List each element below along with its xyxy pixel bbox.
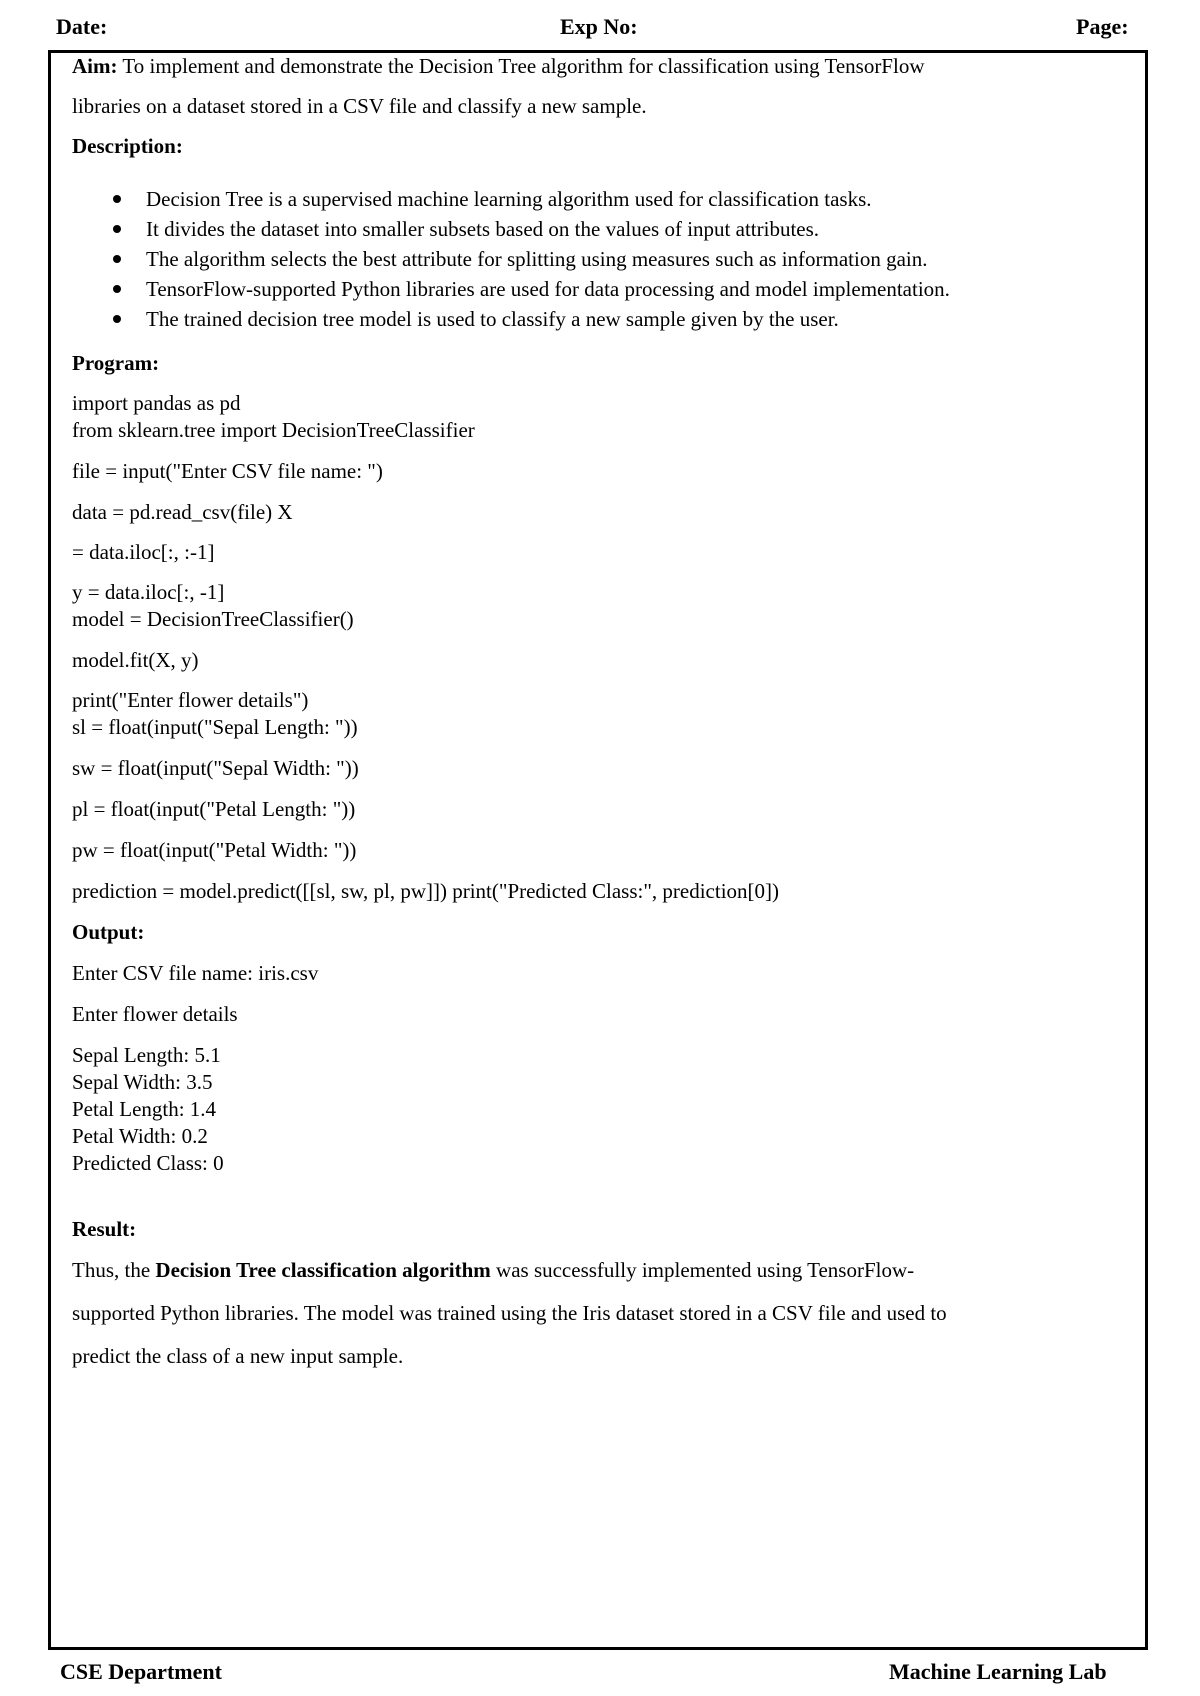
aim-line-1 [72, 54, 925, 79]
code-line: = data.iloc[:, :-1] [72, 540, 215, 564]
program-heading: Program: [72, 351, 160, 375]
code-line: pw = float(input("Petal Width: ")) [72, 838, 357, 862]
output-line: Enter flower details [72, 1002, 238, 1026]
output-heading: Output: [72, 920, 145, 944]
code-line: y = data.iloc[:, -1] [72, 580, 225, 604]
result-line-3: predict the class of a new input sample. [72, 1344, 404, 1368]
aim-text-2: libraries on a dataset stored in a CSV file and classify a new sample. [72, 94, 647, 118]
bullet-icon [113, 285, 121, 293]
footer-lab-name: Machine Learning Lab [889, 1659, 1107, 1684]
output-line: Sepal Width: 3.5 [72, 1070, 213, 1094]
code-line: data = pd.read_csv(file) X [72, 500, 293, 524]
exp-no-label: Exp No: [560, 14, 638, 39]
code-line: sl = float(input("Sepal Length: ")) [72, 715, 358, 739]
description-list [72, 184, 950, 334]
description-item: It divides the dataset into smaller subsets based on the values of input attributes. [72, 214, 950, 244]
bullet-icon [113, 225, 121, 233]
code-line: sw = float(input("Sepal Width: ")) [72, 756, 359, 780]
bullet-icon [113, 255, 121, 263]
output-line: Predicted Class: 0 [72, 1151, 224, 1175]
footer-department: CSE Department [60, 1659, 222, 1684]
result-line-2: supported Python libraries. The model was trained using the Iris dataset stored in a CSV file and used to [72, 1301, 947, 1325]
description-item: TensorFlow-supported Python libraries are used for data processing and model implementation. [72, 274, 950, 304]
output-line: Sepal Length: 5.1 [72, 1043, 221, 1067]
code-line: print("Enter flower details") [72, 688, 309, 712]
description-heading: Description: [72, 134, 183, 158]
output-line: Petal Width: 0.2 [72, 1124, 208, 1148]
description-item: Decision Tree is a supervised machine learning algorithm used for classification tasks. [72, 184, 950, 214]
code-line: from sklearn.tree import DecisionTreeClassifier [72, 418, 475, 442]
page-label: Page: [1076, 14, 1129, 39]
result-heading: Result: [72, 1217, 137, 1241]
output-line: Enter CSV file name: iris.csv [72, 961, 319, 985]
description-item: The trained decision tree model is used to classify a new sample given by the user. [72, 304, 950, 334]
result-emphasis: Decision Tree classification algorithm [155, 1258, 491, 1282]
date-label: Date: [56, 14, 108, 39]
aim-label: Aim: [72, 54, 118, 78]
description-item: The algorithm selects the best attribute for splitting using measures such as information gain. [72, 244, 950, 274]
code-line: prediction = model.predict([[sl, sw, pl, pw]]) print("Predicted Class:", prediction[0]) [72, 879, 780, 903]
code-line: import pandas as pd [72, 391, 241, 415]
bullet-icon [113, 315, 121, 323]
code-line: file = input("Enter CSV file name: ") [72, 459, 383, 483]
bullet-icon [113, 195, 121, 203]
code-line: model = DecisionTreeClassifier() [72, 607, 354, 631]
aim-text-1: To implement and demonstrate the Decision Tree algorithm for classification using TensorFlow [122, 54, 925, 78]
output-line: Petal Length: 1.4 [72, 1097, 217, 1121]
code-line: pl = float(input("Petal Length: ")) [72, 797, 356, 821]
result-line-1: Thus, the Decision Tree classification algorithm was successfully implemented using TensorFlow- [72, 1258, 915, 1282]
code-line: model.fit(X, y) [72, 648, 199, 672]
